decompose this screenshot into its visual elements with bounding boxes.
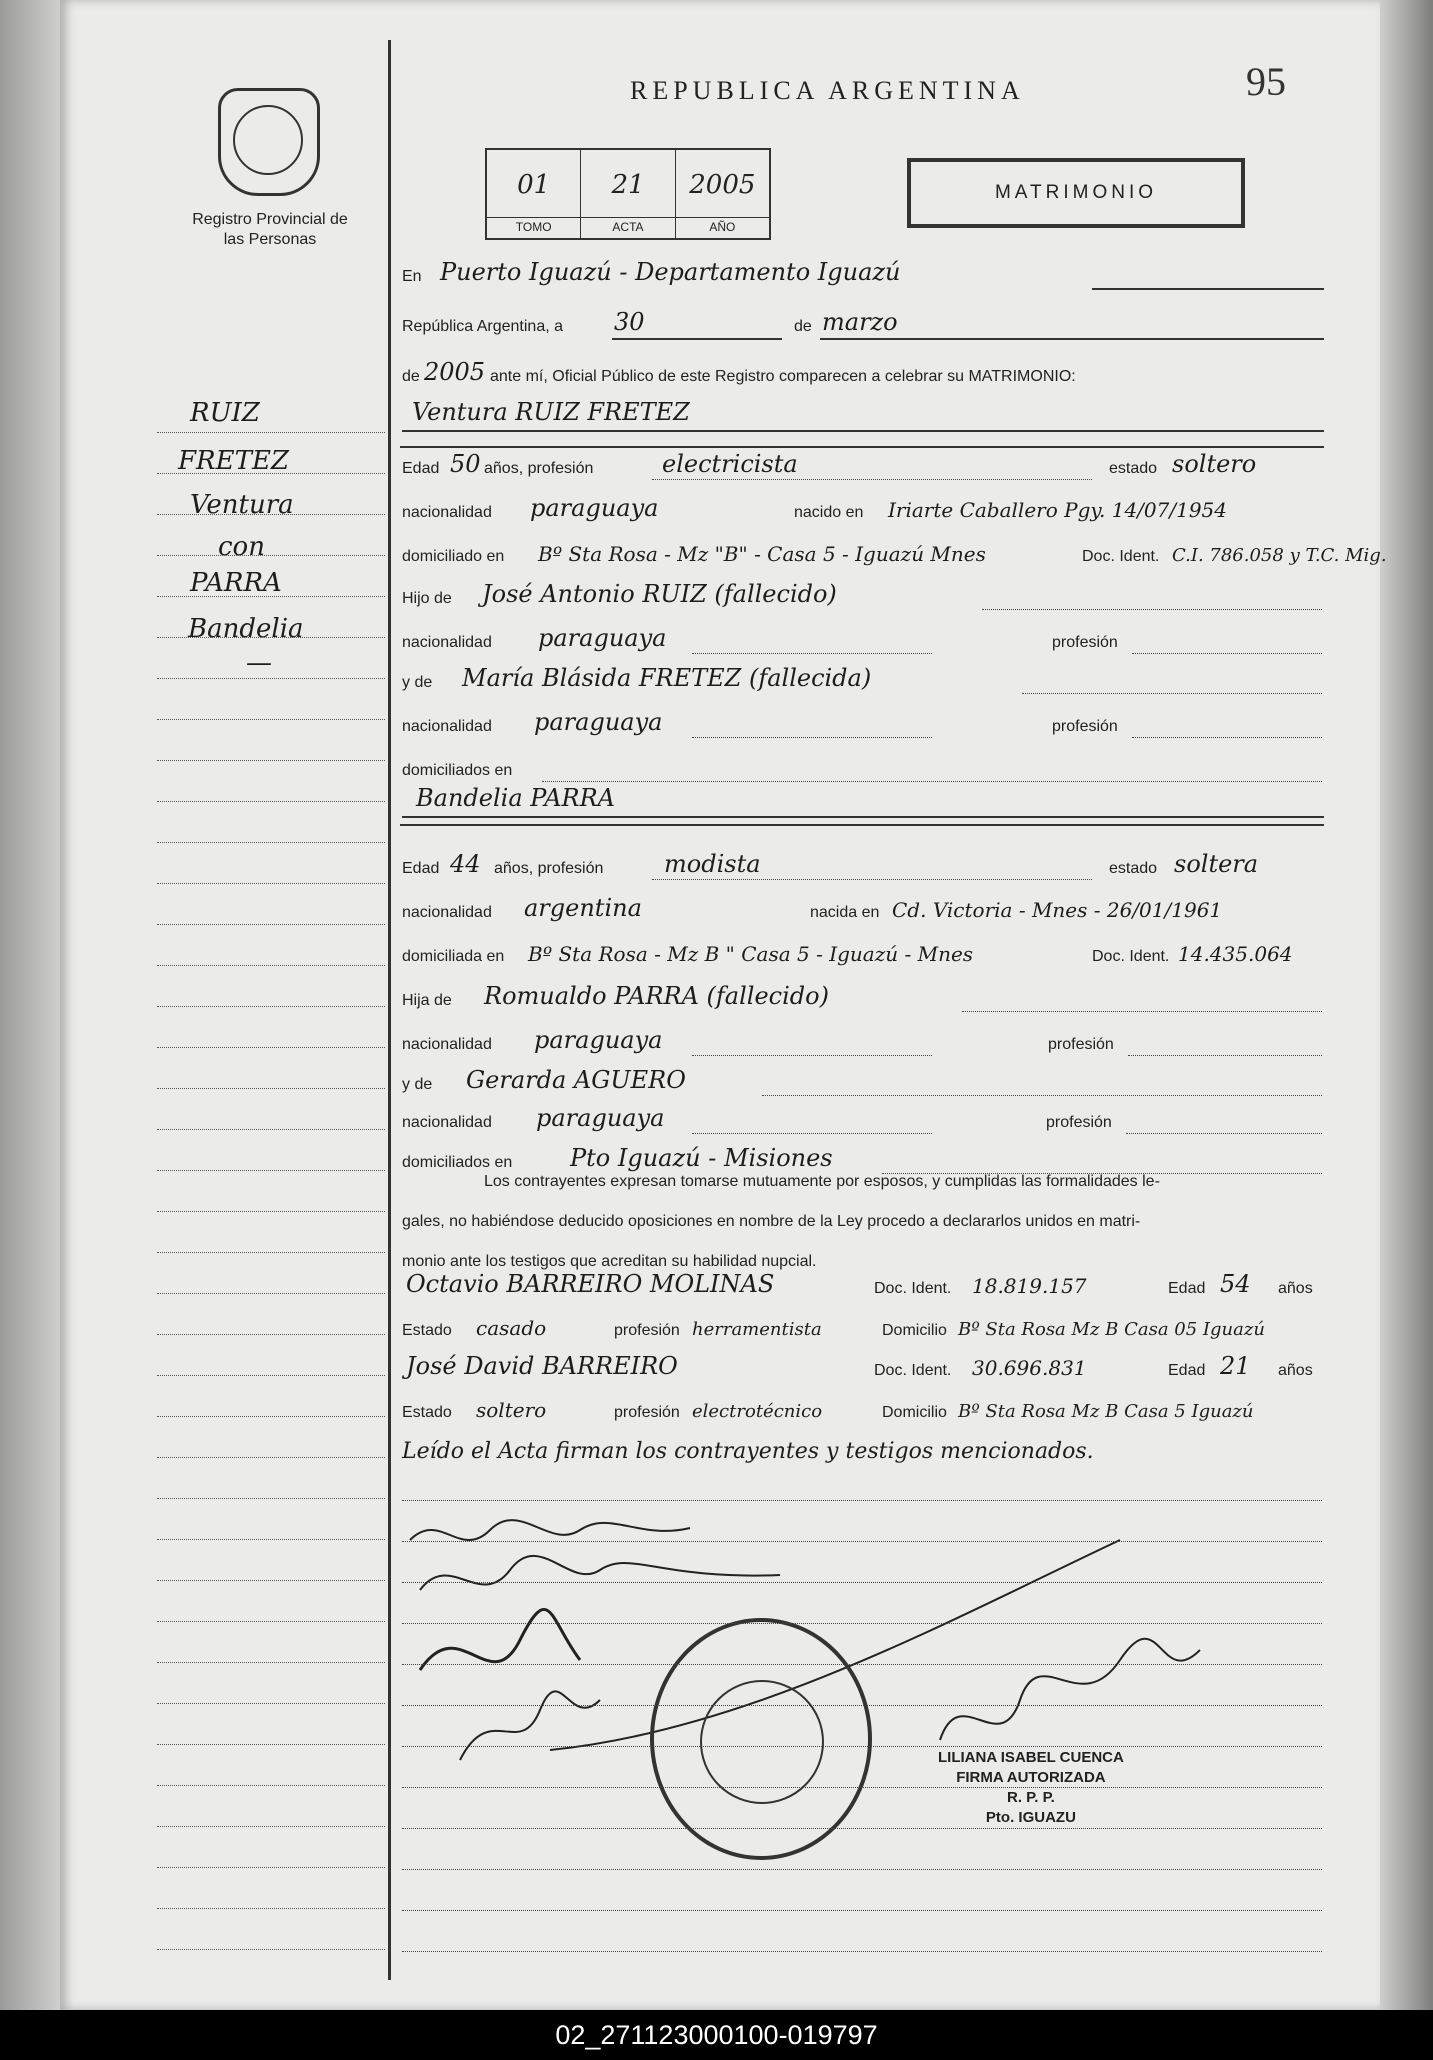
margin-rule <box>157 1867 385 1868</box>
bride-mother-row: y de Gerarda AGUERO <box>402 1066 1324 1100</box>
margin-note: con <box>218 532 265 562</box>
margin-rule <box>157 1498 385 1499</box>
margin-rule <box>157 1621 385 1622</box>
place-row: En Puerto Iguazú - Departamento Iguazú <box>402 258 1324 292</box>
margin-rule <box>157 1580 385 1581</box>
margin-note: RUIZ <box>190 398 260 428</box>
signature-rule <box>402 1541 1322 1542</box>
signature-rule <box>402 1705 1322 1706</box>
signature-rule <box>402 1623 1322 1624</box>
groom-father-nat-row: nacionalidad paraguaya profesión <box>402 624 1324 658</box>
page-title: REPUBLICA ARGENTINA <box>630 76 1025 105</box>
signature-rule <box>402 1582 1322 1583</box>
margin-rule <box>157 965 385 966</box>
day-value: 30 <box>614 308 645 336</box>
margin-rule <box>157 1908 385 1909</box>
groom-nationality-row: nacionalidad paraguaya nacido en Iriarte Caballero Pgy. 14/07/1954 <box>402 494 1228 522</box>
groom-mother-row: y de María Blásida FRETEZ (fallecida) <box>402 664 1324 698</box>
witness2-details-row: Estado soltero profesión electrotécnico Domicilio Bº Sta Rosa Mz B Casa 5 Iguazú <box>402 1398 1254 1422</box>
acta-label: ACTA <box>581 217 674 234</box>
bride-mother-nat-row: nacionalidad paraguaya profesión <box>402 1104 1324 1138</box>
bride-parents-address-row: domiciliados en Pto Iguazú - Misiones <box>402 1144 1324 1178</box>
margin-note: Bandelia <box>188 614 304 644</box>
margin-rule <box>157 842 385 843</box>
margin-rule <box>157 1006 385 1007</box>
bride-name-row <box>402 784 1324 818</box>
official-signature-block: LILIANA ISABEL CUENCA FIRMA AUTORIZADA R. P. P. Pto. IGUAZU <box>938 1749 1124 1826</box>
margin-rule <box>157 883 385 884</box>
bride-address-row: domiciliada en Bº Sta Rosa - Mz B " Casa 5 - Iguazú - Mnes Doc. Ident. 14.435.064 <box>402 942 1293 966</box>
bride-age-row: Edad 44 años, profesión modista estado soltera <box>402 850 1259 878</box>
anio-label: AÑO <box>676 217 769 234</box>
page-edge <box>1380 0 1433 2010</box>
margin-rule <box>157 1375 385 1376</box>
margin-rule <box>157 719 385 720</box>
margin-rule <box>157 432 385 433</box>
margin-rule <box>157 1334 385 1335</box>
margin-rule <box>157 637 385 638</box>
margin-note: Ventura <box>190 490 294 520</box>
margin-rule <box>157 924 385 925</box>
signature-rule <box>402 1500 1322 1501</box>
signature-rule <box>402 1828 1322 1829</box>
bride-name: Bandelia PARRA <box>416 784 616 812</box>
declaration-text: Los contrayentes expresan tomarse mutuamente por esposos, y cumplidas las formalidades le- gales, no habiéndose deducido oposiciones en nombre de la Ley procedo a declararlos unidos en matri- monio ante los testigos que acreditan su habilidad nupcial. <box>402 1173 1160 1270</box>
month-value: marzo <box>822 308 898 336</box>
act-type-box: MATRIMONIO <box>907 158 1245 228</box>
bride-father-nat-row: nacionalidad paraguaya profesión <box>402 1026 1324 1060</box>
witness1-row: Octavio BARREIRO MOLINAS Doc. Ident. 18.819.157 Edad 54 años <box>406 1270 1313 1298</box>
bride-father-row: Hija de Romualdo PARRA (fallecido) <box>402 982 1324 1016</box>
margin-rule <box>157 1744 385 1745</box>
signature-rule <box>402 1910 1322 1911</box>
margin-rule <box>157 1129 385 1130</box>
signature-rule <box>402 1869 1322 1870</box>
seal-inner-ring <box>700 1680 824 1804</box>
margin-rule <box>157 1170 385 1171</box>
groom-name: Ventura RUIZ FRETEZ <box>412 398 690 426</box>
margin-rule <box>157 1252 385 1253</box>
margin-rule <box>157 1457 385 1458</box>
signature-rule <box>402 1787 1322 1788</box>
margin-rule <box>157 1662 385 1663</box>
margin-rule <box>157 1949 385 1950</box>
book-binding <box>0 0 60 2010</box>
misiones-emblem-icon <box>218 88 320 196</box>
margin-rule <box>157 514 385 515</box>
witness1-details-row: Estado casado profesión herramentista Domicilio Bº Sta Rosa Mz B Casa 05 Iguazú <box>402 1316 1265 1340</box>
signature-rule <box>402 1951 1322 1952</box>
margin-rule <box>157 1088 385 1089</box>
acta-value: 21 <box>611 170 645 200</box>
margin-note: FRETEZ <box>178 446 289 476</box>
margin-rule <box>157 596 385 597</box>
margin-rule <box>157 1703 385 1704</box>
witness2-row: José David BARREIRO Doc. Ident. 30.696.831 Edad 21 años <box>406 1352 1313 1380</box>
signature-rule <box>402 1664 1322 1665</box>
margin-rule <box>157 555 385 556</box>
groom-address-row: domiciliado en Bº Sta Rosa - Mz "B" - Casa 5 - Iguazú Mnes Doc. Ident. C.I. 786.058 y T.C. Mig. <box>402 542 1387 566</box>
margin-note: PARRA <box>190 568 282 598</box>
groom-age-row: Edad 50 años, profesión electricista estado soltero <box>402 450 1257 478</box>
tomo-value: 01 <box>517 170 551 200</box>
margin-rule <box>157 678 385 679</box>
margin-rule <box>157 801 385 802</box>
groom-mother-nat-row: nacionalidad paraguaya profesión <box>402 708 1324 742</box>
margin-divider <box>388 40 391 1980</box>
groom-name-row <box>402 398 1324 432</box>
signature-rule <box>402 1746 1322 1747</box>
margin-rule <box>157 1293 385 1294</box>
date-row: República Argentina, a 30 de marzo <box>402 308 1324 342</box>
tomo-acta-box <box>485 148 771 240</box>
tomo-label: TOMO <box>487 217 580 234</box>
closing-text: Leído el Acta firman los contrayentes y testigos mencionados. <box>402 1439 1094 1464</box>
footer-caption: 02_271123000100-019797 <box>0 2010 1433 2060</box>
groom-father-row: Hijo de José Antonio RUIZ (fallecido) <box>402 580 1324 614</box>
margin-rule <box>157 1785 385 1786</box>
margin-rule <box>157 1047 385 1048</box>
anio-value: 2005 <box>689 170 756 200</box>
year-value: 2005 <box>424 358 486 386</box>
bride-nationality-row: nacionalidad argentina nacida en Cd. Victoria - Mnes - 26/01/1961 <box>402 894 1223 922</box>
margin-rule <box>157 473 385 474</box>
place-value: Puerto Iguazú - Departamento Iguazú <box>440 258 901 286</box>
margin-rule <box>157 760 385 761</box>
registry-name: Registro Provincial de las Personas <box>192 211 348 248</box>
margin-note: — <box>246 648 272 678</box>
margin-rule <box>157 1416 385 1417</box>
margin-rule <box>157 1539 385 1540</box>
page-number: 95 <box>1246 59 1286 104</box>
year-row: de 2005 ante mí, Oficial Público de este Registro comparecen a celebrar su MATRIMONIO: <box>402 358 1076 386</box>
margin-rule <box>157 1826 385 1827</box>
margin-rule <box>157 1211 385 1212</box>
groom-parents-address-row: domiciliados en <box>402 752 1324 786</box>
closing-row <box>402 1436 1324 1470</box>
